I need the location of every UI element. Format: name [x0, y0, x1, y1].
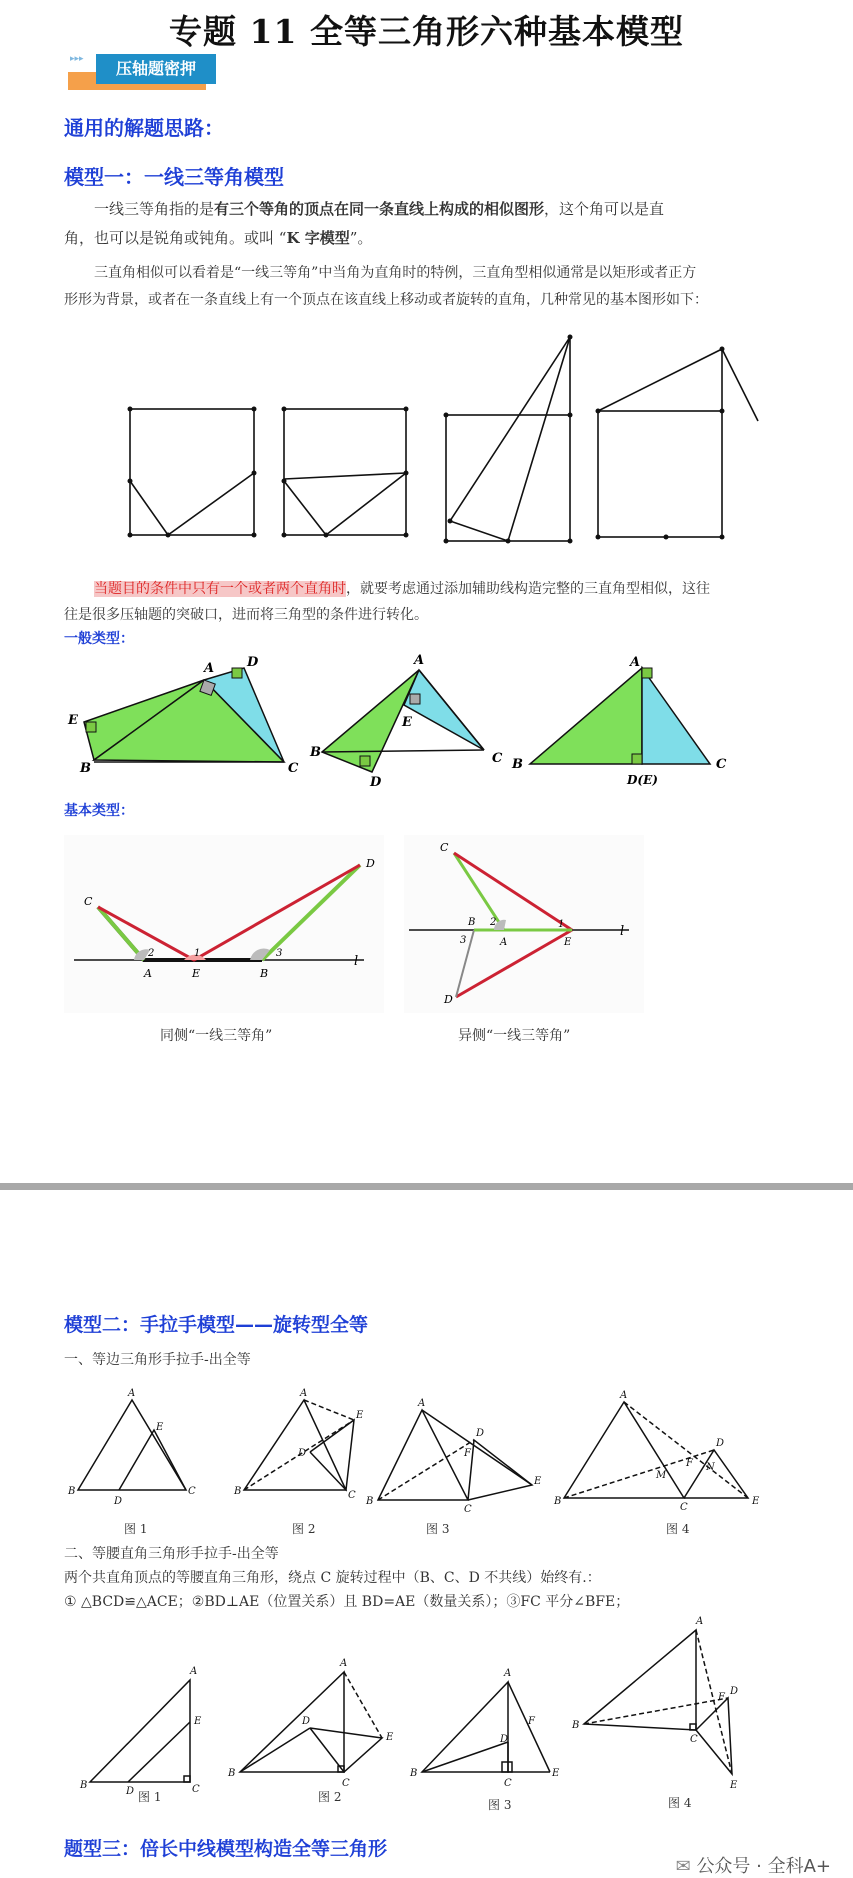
bt2-angle-3: 3	[460, 935, 467, 946]
model2-heading: 模型二：手拉手模型——旋转型全等	[64, 1314, 369, 1336]
ir4-E: E	[730, 1780, 738, 1791]
general-type-label: 一般类型：	[64, 631, 134, 647]
ir-caption-3: 图 3	[488, 1798, 512, 1812]
ir1-A: A	[190, 1666, 198, 1677]
label-D2: D	[370, 775, 382, 790]
model1-paragraph-2: 三直角相似可以看着是“一线三等角”中当角为直角时的特例，三直角型相似通常是以矩形或者正方 形形为背景，或者在一条直线上有一个顶点在该直线上移动或者旋转的直角，几种常见的基本图形如下：	[64, 265, 708, 308]
model2-props: ① △BCD≌△ACE；②BD⊥AE（位置关系）且 BD=AE（数量关系）；③FC 平分∠BFE；	[64, 1594, 630, 1610]
ir-caption-4: 图 4	[668, 1796, 692, 1810]
ir-caption-2: 图 2	[318, 1790, 342, 1804]
label-D: D	[247, 655, 259, 670]
bt2-label-B: B	[468, 917, 476, 928]
ir3-E: E	[552, 1768, 560, 1779]
bt-label-A: A	[144, 967, 152, 980]
caption-diff-side: 异侧“一线三等角”	[458, 1028, 571, 1044]
bt-angle-3: 3	[276, 948, 283, 959]
ir4-B: B	[572, 1720, 580, 1731]
ir-caption-1: 图 1	[138, 1790, 162, 1804]
bt-angle-2: 2	[148, 948, 155, 959]
section-badge: ▸▸▸ 压轴题密押	[68, 54, 216, 92]
bt2-label-A: A	[500, 937, 508, 948]
eq2-C: C	[348, 1490, 356, 1501]
eq4-M: M	[656, 1470, 667, 1481]
eq4-A: A	[620, 1390, 628, 1401]
label-DE3: D(E)	[627, 773, 658, 787]
label-B3: B	[512, 757, 523, 772]
ir4-C: C	[690, 1734, 698, 1745]
eq-caption-4: 图 4	[666, 1522, 690, 1536]
eq3-B: B	[366, 1496, 374, 1507]
label-E2: E	[402, 715, 412, 730]
label-B: B	[80, 761, 91, 776]
ir3-F: F	[528, 1716, 535, 1727]
eq4-E: E	[752, 1496, 760, 1507]
label-E: E	[68, 713, 78, 728]
equilateral-hand-in-hand-figures	[64, 1380, 784, 1535]
page-divider	[0, 1183, 853, 1190]
label-A3: A	[630, 655, 641, 670]
bt-label-C: C	[84, 895, 93, 908]
basic-type-figures	[64, 835, 664, 1015]
eq-caption-3: 图 3	[426, 1522, 450, 1536]
ir4-A: A	[696, 1616, 704, 1627]
eq1-D: D	[114, 1496, 123, 1507]
ir1-E: E	[194, 1716, 202, 1727]
eq3-F: F	[464, 1448, 471, 1459]
three-right-angle-figures	[118, 325, 768, 550]
label-B2: B	[310, 745, 321, 760]
ir3-C: C	[504, 1778, 512, 1789]
page-title: 专题 11 全等三角形六种基本模型	[169, 12, 684, 51]
ir4-D: D	[730, 1686, 739, 1697]
label-C3: C	[716, 757, 727, 772]
bt2-angle-1: 1	[558, 919, 565, 930]
ir2-C: C	[342, 1778, 350, 1789]
bt-label-E: E	[192, 967, 201, 980]
eq1-C: C	[188, 1486, 196, 1497]
eq4-B: B	[554, 1496, 562, 1507]
bt2-angle-2: 2	[490, 917, 497, 928]
eq-caption-2: 图 2	[292, 1522, 316, 1536]
watermark: ✉ 公众号 · 全科A+	[675, 1856, 831, 1877]
bt-label-D: D	[366, 857, 375, 870]
ir2-B: B	[228, 1768, 236, 1779]
ir1-C: C	[192, 1784, 200, 1795]
ir1-B: B	[80, 1780, 88, 1791]
model1-paragraph-1: 一线三等角指的是有三个等角的顶点在同一条直线上构成的相似图形，这个角可以是直 角，也可以是锐角或钝角。或叫 “K 字模型”。	[64, 200, 665, 247]
basic-type-label: 基本类型：	[64, 803, 134, 819]
eq2-E: E	[356, 1410, 364, 1421]
bt2-label-C: C	[440, 841, 449, 854]
eq4-D: D	[716, 1438, 725, 1449]
eq4-C: C	[680, 1502, 688, 1513]
ir2-A: A	[340, 1658, 348, 1669]
eq3-D: D	[476, 1428, 485, 1439]
general-heading: 通用的解题思路：	[64, 116, 224, 140]
eq1-E: E	[156, 1422, 164, 1433]
eq3-C: C	[464, 1504, 472, 1515]
ir3-B: B	[410, 1768, 418, 1779]
label-A: A	[204, 661, 215, 676]
model1-paragraph-3: 当题目的条件中只有一个或者两个直角时，就要考虑通过添加辅助线构造完整的三直角型相似，这往 往是很多压轴题的突破口，进而将三角型的条件进行转化。	[64, 581, 710, 623]
bt-label-l: l	[354, 954, 359, 969]
bt2-label-D: D	[444, 993, 453, 1006]
bt2-label-l: l	[620, 924, 625, 939]
wechat-icon: ✉	[675, 1856, 691, 1877]
model1-heading: 模型一：一线三等角模型	[64, 165, 284, 189]
general-type-figures	[64, 650, 744, 790]
badge-label: 压轴题密押	[96, 54, 216, 84]
eq2-A: A	[300, 1388, 308, 1399]
model2-sub1: 一、等边三角形手拉手-出全等	[64, 1352, 251, 1368]
label-A2: A	[414, 653, 425, 668]
model3-heading: 题型三：倍长中线模型构造全等三角形	[64, 1838, 388, 1860]
ir2-E: E	[386, 1732, 394, 1743]
bt-angle-1: 1	[194, 948, 201, 959]
eq3-A: A	[418, 1398, 426, 1409]
isosceles-right-figures	[64, 1612, 784, 1812]
ir3-D: D	[500, 1734, 509, 1745]
eq3-E: E	[534, 1476, 542, 1487]
model2-desc: 两个共直角顶点的等腰直角三角形，绕点 C 旋转过程中（B、C、D 不共线）始终有.：	[64, 1570, 601, 1586]
model2-sub2: 二、等腰直角三角形手拉手-出全等	[64, 1546, 279, 1562]
caption-same-side: 同侧“一线三等角”	[160, 1028, 273, 1044]
eq-caption-1: 图 1	[124, 1522, 148, 1536]
label-C2: C	[492, 751, 503, 766]
eq4-F: F	[686, 1458, 693, 1469]
eq1-B: B	[68, 1486, 76, 1497]
eq4-N: N	[706, 1462, 715, 1473]
bt-label-B: B	[260, 967, 269, 980]
ir1-D: D	[126, 1786, 135, 1797]
ir3-A: A	[504, 1668, 512, 1679]
eq2-B: B	[234, 1486, 242, 1497]
bt2-label-E: E	[564, 937, 572, 948]
label-C: C	[288, 761, 299, 776]
eq1-A: A	[128, 1388, 136, 1399]
ir4-F: F	[718, 1692, 725, 1703]
eq2-D: D	[298, 1448, 307, 1459]
ir2-D: D	[302, 1716, 311, 1727]
